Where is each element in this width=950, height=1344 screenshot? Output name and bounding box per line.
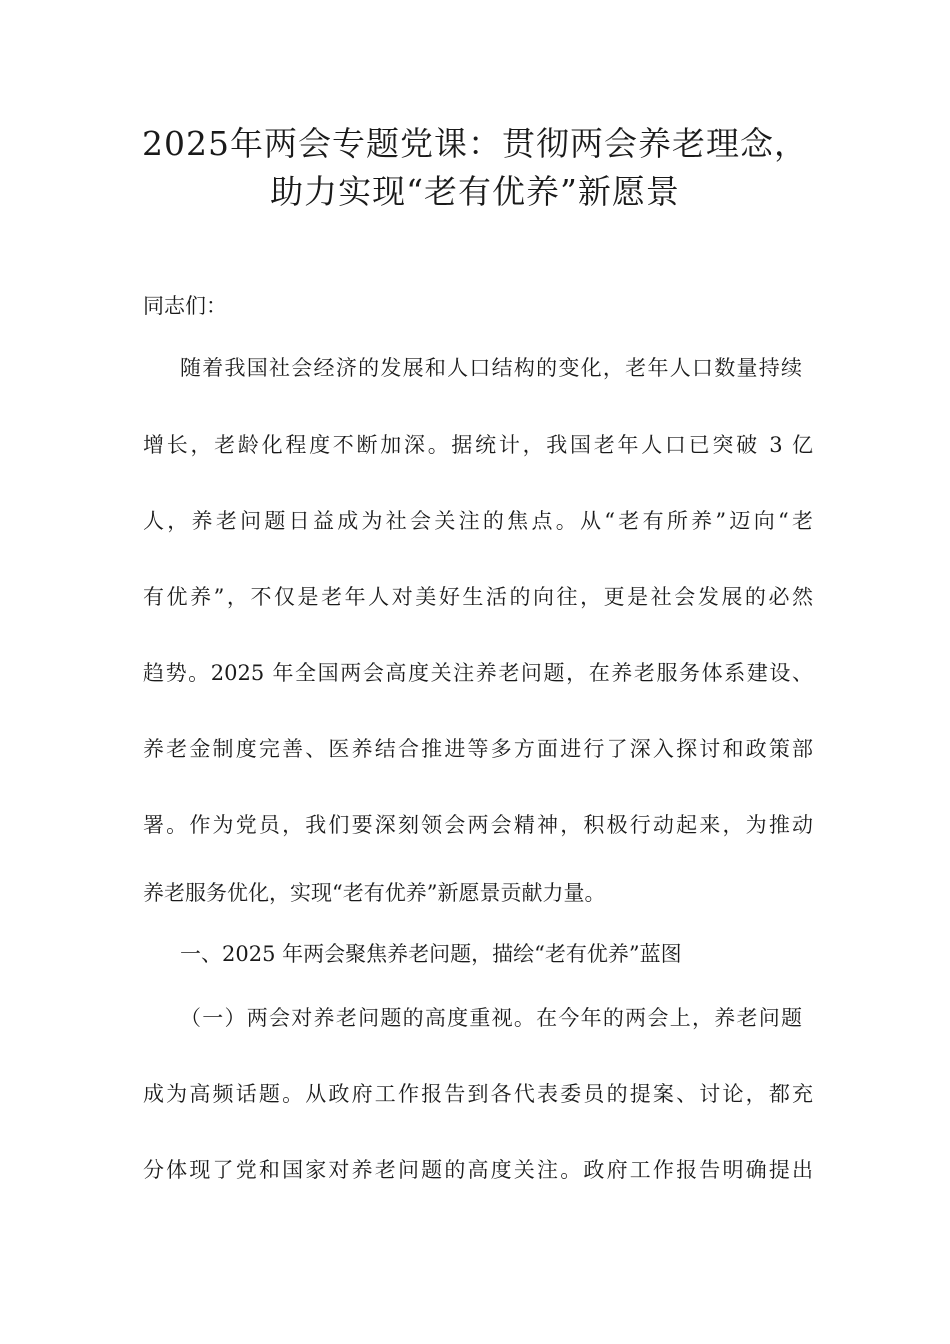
body-line: 成为高频话题。从政府工作报告到各代表委员的提案、讨论，都充 — [143, 1082, 813, 1106]
body-line: （一）两会对养老问题的高度重视。在今年的两会上，养老问题 — [180, 1006, 802, 1030]
body-line: 随着我国社会经济的发展和人口结构的变化，老年人口数量持续 — [180, 356, 802, 380]
body-line: 增长，老龄化程度不断加深。据统计，我国老年人口已突破 3 亿 — [143, 433, 813, 457]
body-line: 养老服务优化，实现“老有优养”新愿景贡献力量。 — [143, 881, 606, 905]
body-line: 分体现了党和国家对养老问题的高度关注。政府工作报告明确提出 — [143, 1158, 813, 1182]
body-line: 趋势。2025 年全国两会高度关注养老问题，在养老服务体系建设、 — [143, 661, 813, 685]
body-line: 人，养老问题日益成为社会关注的焦点。从“老有所养”迈向“老 — [143, 509, 813, 533]
document-title-line-2: 助力实现“老有优养”新愿景 — [270, 172, 680, 211]
body-line: 有优养”，不仅是老年人对美好生活的向往，更是社会发展的必然 — [143, 585, 813, 609]
body-line: 养老金制度完善、医养结合推进等多方面进行了深入探讨和政策部 — [143, 737, 813, 761]
body-line: 署。作为党员，我们要深刻领会两会精神，积极行动起来，为推动 — [143, 813, 813, 837]
document-title-line-1: 2025年两会专题党课：贯彻两会养老理念， — [142, 124, 808, 163]
section-heading: 一、2025 年两会聚焦养老问题，描绘“老有优养”蓝图 — [180, 942, 682, 966]
salutation: 同志们： — [143, 294, 227, 318]
